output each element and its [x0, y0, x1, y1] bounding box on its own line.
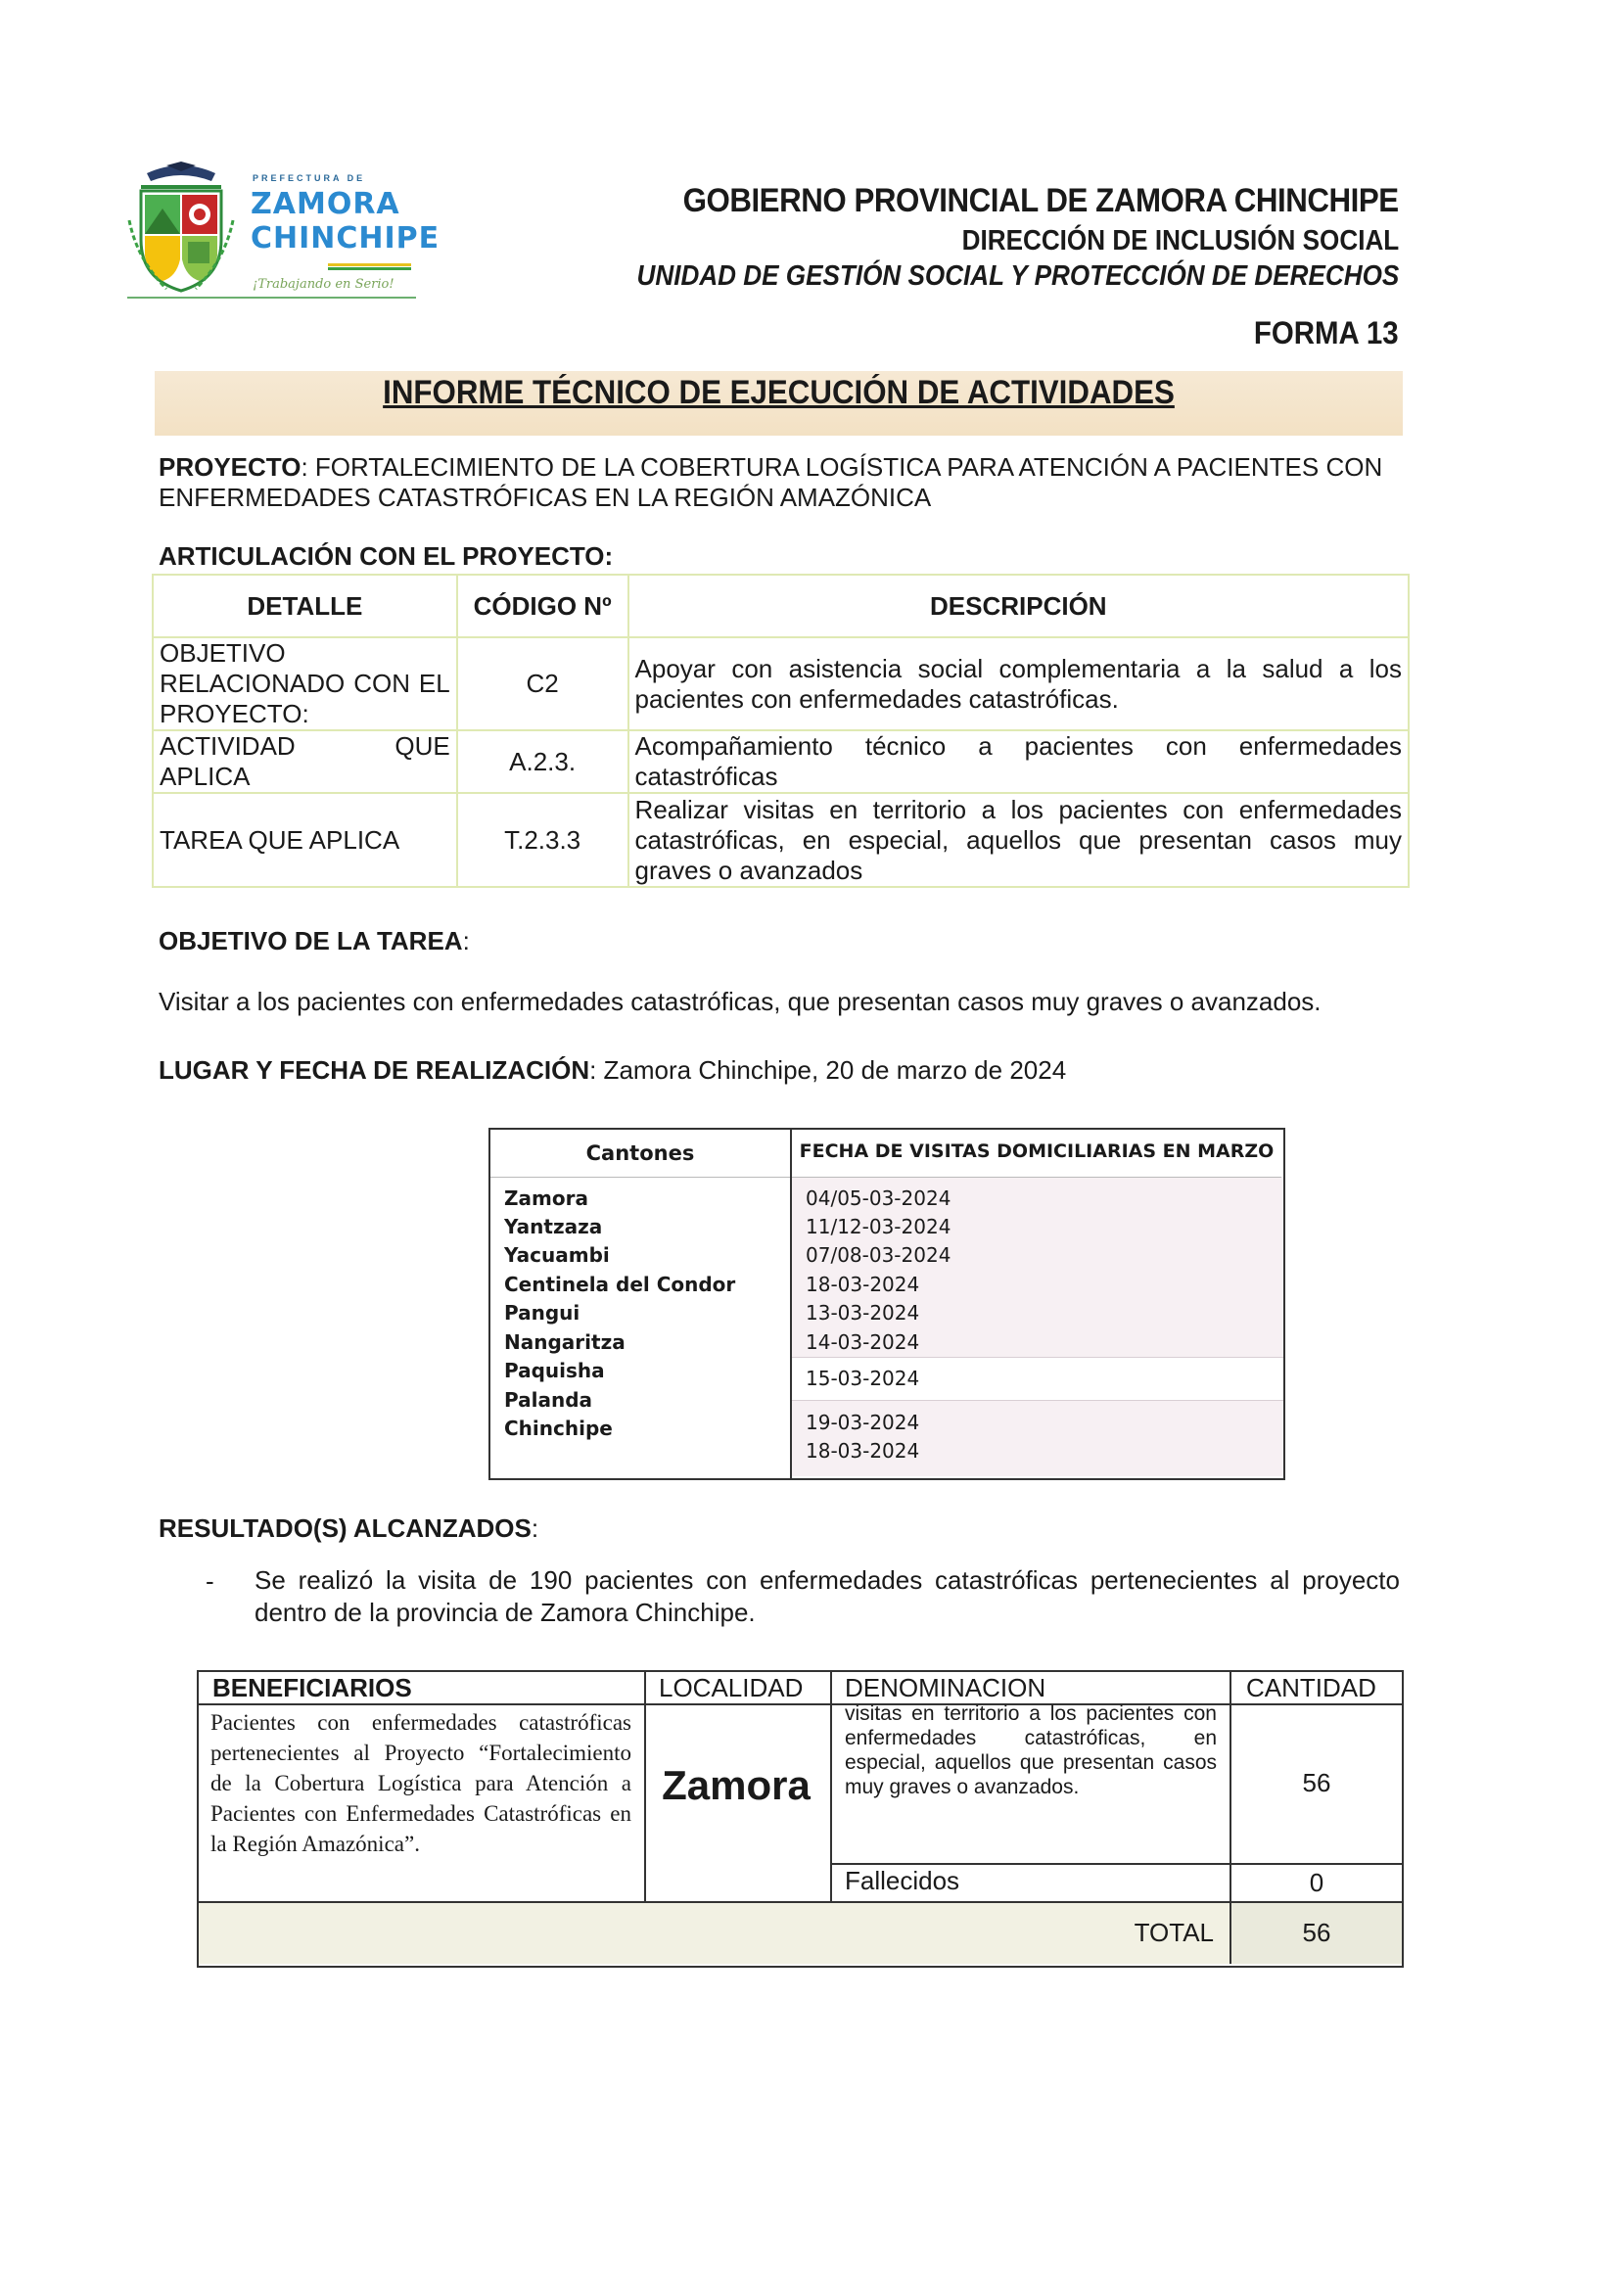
resultados-heading: [159, 1513, 538, 1544]
resultados-label: RESULTADO(S) ALCANZADOS: [159, 1513, 532, 1543]
header-cantones: Cantones: [490, 1130, 790, 1178]
canton-item: Yantzaza: [504, 1215, 603, 1238]
grid-line: [830, 1672, 832, 1901]
proyecto-label: PROYECTO: [159, 452, 302, 482]
coat-of-arms-icon: [127, 162, 235, 299]
grid-line: [830, 1863, 1402, 1865]
cantidad-fallecidos: 0: [1309, 1868, 1324, 1897]
denominacion-fallecidos: Fallecidos: [845, 1866, 960, 1895]
articulacion-label: ARTICULACIÓN CON EL PROYECTO:: [159, 541, 614, 571]
total-label: TOTAL: [1134, 1918, 1214, 1947]
grid-line: [199, 1901, 1402, 1903]
table-row: [153, 793, 1409, 887]
header-denominacion: DENOMINACION: [845, 1673, 1046, 1702]
total-row-background: [199, 1903, 1402, 1964]
row-separator: [792, 1400, 1283, 1401]
header-unidad: UNIDAD DE GESTIÓN SOCIAL Y PROTECCIÓN DE DERECHOS: [636, 260, 1399, 292]
fecha-item: 15-03-2024: [806, 1367, 920, 1390]
bullet-dash: -: [206, 1566, 214, 1596]
logo-slogan: ¡Trabajando en Serio!: [253, 277, 394, 292]
canton-item: Pangui: [504, 1301, 580, 1325]
proyecto-text: : FORTALECIMIENTO DE LA COBERTURA LOGÍSTICA PARA ATENCIÓN A PACIENTES CON ENFERMEDADES CATASTRÓFICAS EN LA REGIÓN AMAZÓNICA: [159, 452, 1383, 512]
canton-item: Yacuambi: [504, 1243, 610, 1267]
table-header-row: [153, 575, 1409, 637]
canton-item: Centinela del Condor: [504, 1273, 736, 1296]
logo-underline: [127, 297, 416, 299]
fecha-item: 07/08-03-2024: [806, 1243, 951, 1267]
logo-top-text: PREFECTURA DE: [253, 173, 366, 183]
grid-line: [199, 1703, 1402, 1705]
table-row: [153, 730, 1409, 793]
visitas-table: [488, 1128, 1285, 1480]
fecha-item: 19-03-2024: [806, 1411, 920, 1434]
header-descripcion: DESCRIPCIÓN: [628, 575, 1409, 637]
objetivo-label: OBJETIVO DE LA TAREA: [159, 926, 463, 955]
fecha-item: 11/12-03-2024: [806, 1215, 951, 1238]
canton-item: Chinchipe: [504, 1417, 613, 1440]
canton-item: Paquisha: [504, 1359, 605, 1382]
cantidad-visitas: 56: [1302, 1768, 1331, 1797]
header-beneficiarios: BENEFICIARIOS: [212, 1673, 412, 1702]
header-direccion: DIRECCIÓN DE INCLUSIÓN SOCIAL: [961, 225, 1399, 256]
cell-codigo: C2: [457, 637, 628, 730]
beneficiarios-text: Pacientes con enfermedades catastróficas pertenecientes al Proyecto “Fortalecimiento de la Cobertura Logística para Atención a Pacientes con Enfermedades Catastróficas en la Región Amazónica”.: [210, 1710, 631, 1856]
table-row: [153, 637, 1409, 730]
cell-codigo: A.2.3.: [457, 730, 628, 793]
cell-descripcion: Apoyar con asistencia social complementaria a la salud a los pacientes con enfermedades catastróficas.: [628, 637, 1409, 730]
logo-name-zamora: ZAMORA: [251, 187, 400, 221]
objetivo-colon: :: [462, 926, 470, 955]
canton-item: Nangaritza: [504, 1330, 626, 1354]
fecha-item: 14-03-2024: [806, 1330, 920, 1354]
lugar-paragraph: [159, 1055, 1066, 1086]
header-gobierno: GOBIERNO PROVINCIAL DE ZAMORA CHINCHIPE: [682, 182, 1399, 219]
logo-name-chinchipe: CHINCHIPE: [251, 221, 441, 256]
total-value: 56: [1302, 1918, 1331, 1947]
denominacion-visitas: visitas en territorio a los pacientes con enfermedades catastróficas, en especial, aquellos que presentan casos muy graves o avanzados.: [845, 1702, 1217, 1798]
fecha-item: 18-03-2024: [806, 1439, 920, 1463]
fecha-item: 18-03-2024: [806, 1273, 920, 1296]
beneficiarios-table: [197, 1670, 1404, 1968]
cell-codigo: T.2.3.3: [457, 793, 628, 887]
logo-bar-green: [328, 267, 411, 270]
header-localidad: LOCALIDAD: [659, 1673, 804, 1702]
header-detalle: DETALLE: [153, 575, 457, 637]
lugar-text: : Zamora Chinchipe, 20 de marzo de 2024: [589, 1055, 1067, 1085]
proyecto-paragraph: [159, 452, 1407, 513]
row-separator: [792, 1357, 1283, 1358]
canton-item: Palanda: [504, 1388, 593, 1412]
prefectura-logo: [127, 162, 441, 308]
objetivo-heading: [159, 926, 470, 956]
lugar-label: LUGAR Y FECHA DE REALIZACIÓN: [159, 1055, 590, 1085]
objetivo-text: Visitar a los pacientes con enfermedades catastróficas, que presentan casos muy graves o avanzados.: [159, 987, 1322, 1016]
header-fechas: FECHA DE VISITAS DOMICILIARIAS EN MARZO: [792, 1130, 1281, 1178]
cell-detalle: OBJETIVO RELACIONADO CON EL PROYECTO:: [153, 637, 457, 730]
header-codigo: CÓDIGO Nº: [457, 575, 628, 637]
localidad-value: Zamora: [662, 1762, 811, 1808]
document-title: INFORME TÉCNICO DE EJECUCIÓN DE ACTIVIDADES: [383, 374, 1175, 411]
header-cantidad: CANTIDAD: [1246, 1673, 1376, 1702]
articulacion-table: [152, 574, 1410, 888]
resultados-colon: :: [531, 1513, 539, 1543]
cell-detalle: TAREA QUE APLICA: [153, 793, 457, 887]
fecha-item: 04/05-03-2024: [806, 1186, 951, 1210]
cell-descripcion: Realizar visitas en territorio a los pacientes con enfermedades catastróficas, en especial, aquellos que presentan casos muy graves o avanzados: [628, 793, 1409, 887]
cell-descripcion: Acompañamiento técnico a pacientes con enfermedades catastróficas: [628, 730, 1409, 793]
cell-detalle: ACTIVIDAD QUE APLICA: [153, 730, 457, 793]
header-forma: FORMA 13: [1254, 315, 1399, 350]
canton-item: Zamora: [504, 1186, 588, 1210]
resultados-text: Se realizó la visita de 190 pacientes con enfermedades catastróficas pertenecientes al proyecto dentro de la provincia de Zamora Chinchipe.: [255, 1565, 1400, 1627]
logo-bar-yellow: [328, 263, 411, 266]
fecha-item: 13-03-2024: [806, 1301, 920, 1325]
